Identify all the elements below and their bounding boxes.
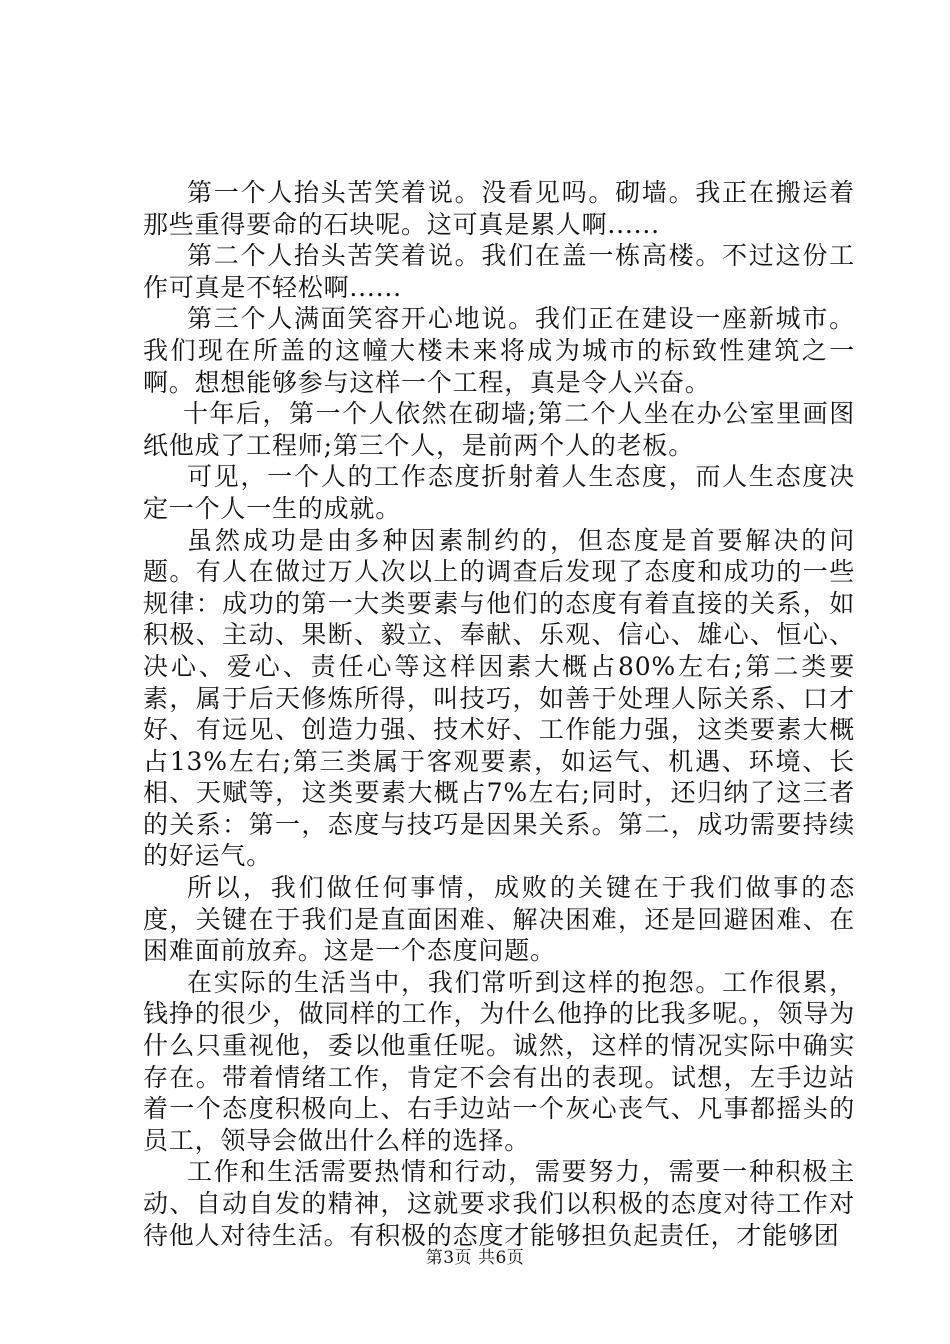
paragraph-7: 所以，我们做任何事情，成败的关键在于我们做事的态度，关键在于我们是直面困难、解决困难，还是回避困难、在困难面前放弃。这是一个态度问题。 — [143, 873, 855, 966]
paragraph-9: 工作和生活需要热情和行动，需要努力，需要一种积极主动、自动自发的精神，这就要求我们以积极的态度对待工作对待他人对待生活。有积极的态度才能够担负起责任，才能够团 — [143, 1157, 855, 1250]
paragraph-8: 在实际的生活当中，我们常听到这样的抱怨。工作很累，钱挣的很少，做同样的工作，为什么他挣的比我多呢。，领导为什么只重视他，委以他重任呢。诚然，这样的情况实际中确实存在。带着情绪工作，肯定不会有出的表现。试想，左手边站着一个态度积极向上、右手边站一个灰心丧气、凡事都摇头的员工，领导会做出什么样的选择。 — [143, 967, 855, 1155]
paragraph-1: 第一个人抬头苦笑着说。没看见吗。砌墙。我正在搬运着那些重得要命的石块呢。这可真是累人啊...... — [143, 178, 855, 239]
paragraph-6: 虽然成功是由多种因素制约的，但态度是首要解决的问题。有人在做过万人次以上的调查后发现了态度和成功的一些规律：成功的第一大类要素与他们的态度有着直接的关系，如积极、主动、果断、毅立、奉献、乐观、信心、雄心、恒心、决心、爱心、责任心等这样因素大概占80%左右;第二类要素，属于后天修炼所得，叫技巧，如善于处理人际关系、口才好、有远见、创造力强、技术好、工作能力强，这类要素大概占13%左右;第三类属于客观要素，如运气、机遇、环境、长相、天赋等，这类要素大概占7%左右;同时，还归纳了这三者的关系：第一，态度与技巧是因果关系。第二，成功需要持续的好运气。 — [143, 525, 855, 871]
paragraph-3: 第三个人满面笑容开心地说。我们正在建设一座新城市。我们现在所盖的这幢大楼未来将成为城市的标致性建筑之一啊。想想能够参与这样一个工程，真是令人兴奋。 — [143, 304, 855, 397]
paragraph-2: 第二个人抬头苦笑着说。我们在盖一栋高楼。不过这份工作可真是不轻松啊...... — [143, 241, 855, 302]
document-body — [143, 177, 855, 1251]
page-number-footer: 第3页 共6页 — [425, 1248, 525, 1268]
paragraph-4: 十年后，第一个人依然在砌墙;第二个人坐在办公室里画图纸他成了工程师;第三个人，是前两个人的老板。 — [143, 399, 855, 460]
paragraph-5: 可见，一个人的工作态度折射着人生态度，而人生态度决定一个人一生的成就。 — [143, 462, 855, 523]
